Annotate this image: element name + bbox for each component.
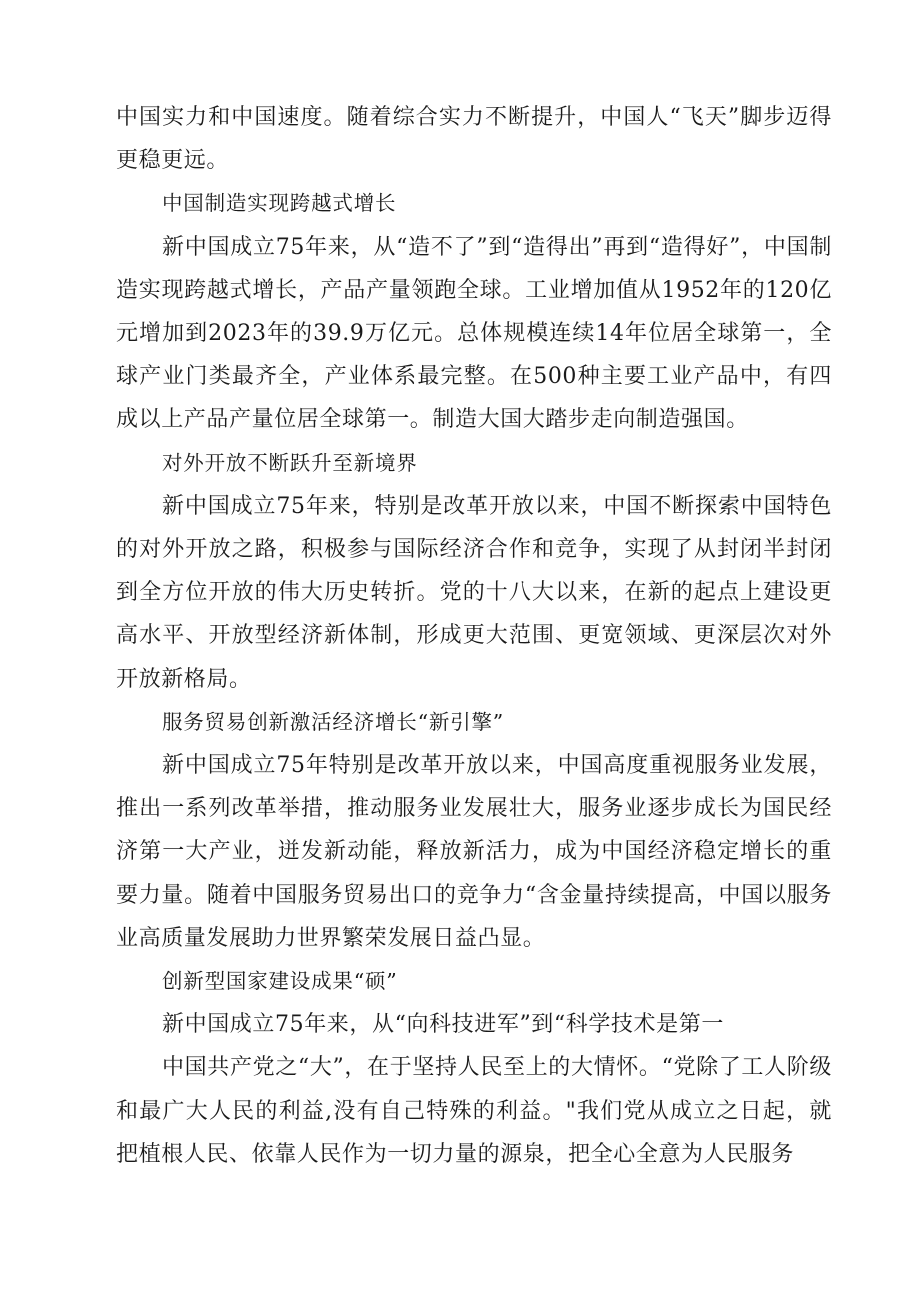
paragraph-party: 中国共产党之“大”，在于坚持人民至上的大情怀。“党除了工人阶级和最广大人民的利益,没有自己特殊的利益。"我们党从成立之日起，就把植根人民、依靠人民作为一切力量的源泉，把全心全意为人民服务 (116, 1055, 832, 1167)
paragraph-innovation: 新中国成立75年来，从“向科技进军”到“科学技术是第一 (162, 1012, 724, 1038)
paragraph-manufacturing: 新中国成立75年来，从“造不了”到“造得出”再到“造得好”，中国制造实现跨越式增长，产品产量领跑全球。工业增加值从1952年的120亿元增加到2023年的39.9万亿元。总体规模连续14年位居全球第一，全球产业门类最齐全，产业体系最完整。在500种主要工业产品中，有四成以上产品产量位居全球第一。制造大国大踏步走向制造强国。 (116, 234, 832, 433)
paragraph-intro-continuation: 中国实力和中国速度。随着综合实力不断提升，中国人“飞天”脚步迈得更稳更远。 (116, 105, 832, 174)
section-heading-service-trade: 服务贸易创新激活经济增长“新引擎” (162, 709, 505, 734)
document-body (116, 96, 832, 1176)
section-heading-innovation: 创新型国家建设成果“硕” (162, 969, 398, 994)
paragraph-opening-up: 新中国成立75年来，特别是改革开放以来，中国不断探索中国特色的对外开放之路，积极参与国际经济合作和竞争，实现了从封闭半封闭到全方位开放的伟大历史转折。党的十八大以来，在新的起点上建设更高水平、开放型经济新体制，形成更大范围、更宽领域、更深层次对外开放新格局。 (116, 493, 832, 692)
section-heading-manufacturing: 中国制造实现跨越式增长 (162, 191, 397, 216)
section-heading-opening-up: 对外开放不断跃升至新境界 (162, 450, 418, 475)
paragraph-service-trade: 新中国成立75年特别是改革开放以来，中国高度重视服务业发展，推出一系列改革举措，推动服务业发展壮大，服务业逐步成长为国民经济第一大产业，迸发新动能，释放新活力，成为中国经济稳定增长的重要力量。随着中国服务贸易出口的竞争力“含金量持续提高，中国以服务业高质量发展助力世界繁荣发展日益凸显。 (116, 753, 832, 951)
